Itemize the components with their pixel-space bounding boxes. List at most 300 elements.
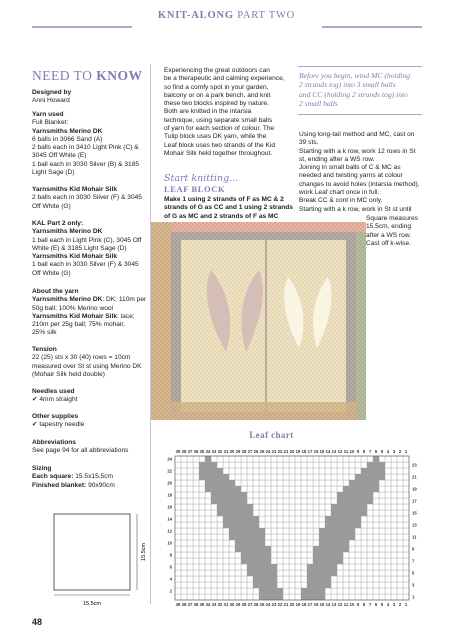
chart-cell-cc bbox=[259, 540, 265, 546]
leaf-block-title: LEAF BLOCK bbox=[164, 184, 226, 194]
chart-col-label-top: 38 bbox=[181, 449, 187, 454]
chart-col-label-bottom: 6 bbox=[374, 602, 378, 607]
chart-cell-mc bbox=[349, 570, 355, 576]
chart-cell-cc bbox=[271, 594, 277, 600]
chart-cell-mc bbox=[259, 462, 265, 468]
chart-cell-mc bbox=[289, 516, 295, 522]
chart-cell-mc bbox=[307, 558, 313, 564]
chart-cell-mc bbox=[391, 468, 397, 474]
chart-cell-mc bbox=[265, 534, 271, 540]
chart-cell-mc bbox=[331, 474, 337, 480]
chart-cell-mc bbox=[247, 492, 253, 498]
chart-cell-mc bbox=[253, 498, 259, 504]
chart-cell-mc bbox=[319, 498, 325, 504]
chart-cell-mc bbox=[403, 546, 409, 552]
chart-cell-mc bbox=[199, 564, 205, 570]
chart-cell-mc bbox=[307, 546, 313, 552]
chart-col-label-top: 19 bbox=[295, 449, 301, 454]
chart-cell-mc bbox=[319, 522, 325, 528]
chart-row-label-left: 18 bbox=[167, 492, 172, 498]
chart-cell-mc bbox=[319, 492, 325, 498]
chart-cell-mc bbox=[397, 564, 403, 570]
chart-cell-mc bbox=[361, 456, 367, 462]
chart-cell-cc bbox=[253, 540, 259, 546]
chart-cell-mc bbox=[199, 528, 205, 534]
yarn2-block bbox=[32, 186, 150, 211]
chart-cell-mc bbox=[367, 570, 373, 576]
chart-cell-mc bbox=[205, 510, 211, 516]
chart-cell-mc bbox=[223, 564, 229, 570]
chart-cell-mc bbox=[337, 564, 343, 570]
chart-cell-mc bbox=[241, 480, 247, 486]
chart-cell-mc bbox=[373, 510, 379, 516]
chart-cell-mc bbox=[373, 528, 379, 534]
chart-cell-mc bbox=[187, 540, 193, 546]
chart-cell-mc bbox=[355, 540, 361, 546]
about-yarn1: Yarnsmiths Merino DK bbox=[32, 296, 103, 304]
kal-yarn2: Yarnsmiths Kid Mohair Silk bbox=[32, 253, 118, 261]
kal-yarn2-line: Off White (G) bbox=[32, 269, 71, 277]
chart-cell-mc bbox=[265, 498, 271, 504]
chart-cell-cc bbox=[301, 594, 307, 600]
chart-cell-mc bbox=[295, 474, 301, 480]
chart-cell-mc bbox=[253, 462, 259, 468]
chart-row-label-left: 8 bbox=[169, 552, 172, 558]
chart-cell-cc bbox=[259, 528, 265, 534]
chart-cell-mc bbox=[283, 576, 289, 582]
chart-title: Leaf chart bbox=[249, 430, 294, 440]
chart-cell-cc bbox=[247, 552, 253, 558]
chart-cell-cc bbox=[349, 492, 355, 498]
chart-cell-mc bbox=[199, 570, 205, 576]
chart-cell-mc bbox=[283, 564, 289, 570]
chart-cell-mc bbox=[307, 498, 313, 504]
chart-cell-mc bbox=[355, 546, 361, 552]
chart-cell-cc bbox=[337, 546, 343, 552]
chart-cell-mc bbox=[301, 564, 307, 570]
chart-cell-mc bbox=[331, 588, 337, 594]
yarn1-line: Light Sage (D) bbox=[32, 169, 75, 177]
each-square-value: 15.5x15.5cm bbox=[75, 473, 114, 481]
chart-cell-mc bbox=[199, 516, 205, 522]
chart-cell-mc bbox=[217, 516, 223, 522]
chart-cell-mc bbox=[379, 504, 385, 510]
chart-cell-mc bbox=[367, 504, 373, 510]
chart-cell-cc bbox=[367, 468, 373, 474]
chart-cell-mc bbox=[391, 558, 397, 564]
chart-cell-mc bbox=[271, 510, 277, 516]
about-line: 50g ball; 100% Merino wool bbox=[32, 304, 114, 312]
chart-cell-mc bbox=[181, 522, 187, 528]
chart-cell-mc bbox=[259, 492, 265, 498]
chart-cell-mc bbox=[289, 594, 295, 600]
chart-cell-cc bbox=[217, 486, 223, 492]
chart-cell-mc bbox=[397, 558, 403, 564]
chart-col-label-bottom: 10 bbox=[349, 602, 355, 607]
chart-cell-mc bbox=[307, 552, 313, 558]
chart-cell-mc bbox=[289, 474, 295, 480]
chart-cell-mc bbox=[277, 456, 283, 462]
chart-cell-cc bbox=[355, 498, 361, 504]
chart-cell-mc bbox=[319, 504, 325, 510]
chart-row-label-right: 13 bbox=[412, 522, 417, 528]
chart-cell-cc bbox=[367, 498, 373, 504]
chart-cell-cc bbox=[319, 588, 325, 594]
chart-cell-mc bbox=[187, 474, 193, 480]
chart-cell-mc bbox=[175, 456, 181, 462]
chart-cell-cc bbox=[277, 594, 283, 600]
chart-cell-cc bbox=[253, 570, 259, 576]
schematic-height-label: 15.5cm bbox=[141, 542, 147, 562]
chart-cell-mc bbox=[199, 582, 205, 588]
chart-cell-mc bbox=[283, 528, 289, 534]
chart-col-label-top: 36 bbox=[193, 449, 199, 454]
chart-cell-mc bbox=[277, 498, 283, 504]
chart-cell-cc bbox=[361, 486, 367, 492]
chart-cell-mc bbox=[271, 522, 277, 528]
about-line: 210m per 25g ball; 75% mohair, bbox=[32, 321, 126, 329]
finished-value: 90x90cm bbox=[88, 481, 115, 489]
callout-rule-bottom bbox=[298, 114, 422, 115]
chart-cell-cc bbox=[217, 474, 223, 480]
chart-cell-mc bbox=[295, 480, 301, 486]
chart-cell-mc bbox=[397, 582, 403, 588]
chart-col-label-top: 10 bbox=[349, 449, 355, 454]
chart-cell-mc bbox=[301, 570, 307, 576]
section-header bbox=[0, 10, 453, 21]
chart-cell-mc bbox=[193, 570, 199, 576]
chart-cell-mc bbox=[187, 570, 193, 576]
chart-cell-mc bbox=[349, 456, 355, 462]
chart-row-label-right: 15 bbox=[412, 510, 417, 516]
chart-cell-mc bbox=[205, 522, 211, 528]
chart-cell-mc bbox=[403, 582, 409, 588]
chart-cell-mc bbox=[229, 474, 235, 480]
chart-cell-cc bbox=[271, 576, 277, 582]
sizing-block bbox=[32, 465, 150, 490]
chart-cell-mc bbox=[355, 534, 361, 540]
yarn2-line: 2 balls each in 3030 Silver (F) & 3045 bbox=[32, 194, 142, 202]
chart-cell-mc bbox=[175, 546, 181, 552]
chart-cell-mc bbox=[277, 492, 283, 498]
chart-cell-mc bbox=[175, 516, 181, 522]
chart-cell-cc bbox=[337, 528, 343, 534]
yarn-used-label: Yarn used bbox=[32, 111, 64, 118]
chart-cell-mc bbox=[289, 546, 295, 552]
chart-cell-cc bbox=[343, 522, 349, 528]
chart-cell-mc bbox=[217, 534, 223, 540]
chart-cell-mc bbox=[277, 540, 283, 546]
chart-cell-cc bbox=[229, 516, 235, 522]
chart-cell-cc bbox=[265, 576, 271, 582]
chart-col-label-bottom: 30 bbox=[229, 602, 235, 607]
chart-cell-cc bbox=[355, 516, 361, 522]
chart-cell-mc bbox=[211, 546, 217, 552]
chart-cell-cc bbox=[373, 480, 379, 486]
chart-cell-cc bbox=[271, 564, 277, 570]
chart-cell-mc bbox=[241, 582, 247, 588]
chart-cell-mc bbox=[289, 540, 295, 546]
chart-cell-mc bbox=[235, 570, 241, 576]
chart-cell-mc bbox=[295, 510, 301, 516]
chart-cell-mc bbox=[181, 576, 187, 582]
chart-cell-mc bbox=[325, 594, 331, 600]
chart-cell-cc bbox=[241, 552, 247, 558]
chart-cell-mc bbox=[205, 534, 211, 540]
chart-cell-cc bbox=[235, 504, 241, 510]
chart-cell-mc bbox=[361, 582, 367, 588]
chart-cell-cc bbox=[337, 492, 343, 498]
chart-cell-mc bbox=[313, 540, 319, 546]
chart-cell-cc bbox=[313, 582, 319, 588]
chart-cell-mc bbox=[181, 462, 187, 468]
chart-col-label-bottom: 19 bbox=[295, 602, 301, 607]
chart-cell-mc bbox=[193, 492, 199, 498]
chart-cell-mc bbox=[193, 462, 199, 468]
chart-cell-cc bbox=[241, 546, 247, 552]
chart-cell-cc bbox=[355, 480, 361, 486]
chart-cell-mc bbox=[325, 504, 331, 510]
chart-cell-mc bbox=[217, 588, 223, 594]
chart-cell-mc bbox=[379, 552, 385, 558]
chart-cell-mc bbox=[217, 528, 223, 534]
chart-cell-mc bbox=[193, 546, 199, 552]
chart-col-label-top: 29 bbox=[235, 449, 241, 454]
chart-cell-cc bbox=[253, 534, 259, 540]
chart-cell-mc bbox=[319, 480, 325, 486]
chart-cell-mc bbox=[265, 522, 271, 528]
chart-cell-mc bbox=[175, 492, 181, 498]
chart-cell-cc bbox=[241, 504, 247, 510]
chart-cell-cc bbox=[319, 552, 325, 558]
chart-cell-mc bbox=[397, 588, 403, 594]
chart-cell-mc bbox=[373, 588, 379, 594]
chart-cell-mc bbox=[277, 570, 283, 576]
chart-row-label-left: 14 bbox=[167, 516, 172, 522]
chart-cell-cc bbox=[223, 516, 229, 522]
chart-cell-mc bbox=[229, 588, 235, 594]
chart-cell-mc bbox=[295, 552, 301, 558]
chart-cell-mc bbox=[397, 504, 403, 510]
chart-cell-mc bbox=[397, 510, 403, 516]
chart-cell-mc bbox=[325, 462, 331, 468]
chart-col-label-top: 33 bbox=[211, 449, 217, 454]
chart-cell-cc bbox=[235, 516, 241, 522]
chart-cell-cc bbox=[355, 504, 361, 510]
chart-cell-mc bbox=[403, 576, 409, 582]
chart-cell-mc bbox=[241, 594, 247, 600]
chart-cell-mc bbox=[187, 468, 193, 474]
chart-cell-mc bbox=[211, 516, 217, 522]
chart-cell-mc bbox=[355, 462, 361, 468]
chart-cell-mc bbox=[217, 456, 223, 462]
chart-col-label-top: 15 bbox=[319, 449, 325, 454]
chart-cell-mc bbox=[283, 504, 289, 510]
chart-cell-mc bbox=[295, 588, 301, 594]
chart-cell-mc bbox=[259, 480, 265, 486]
chart-cell-mc bbox=[295, 462, 301, 468]
chart-cell-mc bbox=[379, 546, 385, 552]
intro-line: Leaf block uses two strands of the Kid bbox=[164, 141, 276, 149]
chart-cell-mc bbox=[265, 462, 271, 468]
chart-cell-mc bbox=[349, 474, 355, 480]
chart-cell-mc bbox=[403, 534, 409, 540]
chart-cell-mc bbox=[343, 468, 349, 474]
chart-cell-mc bbox=[403, 462, 409, 468]
left-edge-stripes bbox=[151, 222, 171, 420]
chart-cell-mc bbox=[355, 570, 361, 576]
chart-cell-mc bbox=[187, 480, 193, 486]
chart-col-label-top: 6 bbox=[374, 449, 378, 454]
chart-cell-cc bbox=[313, 558, 319, 564]
chart-cell-mc bbox=[349, 588, 355, 594]
chart-cell-mc bbox=[361, 528, 367, 534]
chart-cell-mc bbox=[247, 462, 253, 468]
chart-cell-mc bbox=[205, 552, 211, 558]
chart-cell-cc bbox=[331, 516, 337, 522]
chart-cell-mc bbox=[403, 456, 409, 462]
chart-cell-mc bbox=[205, 492, 211, 498]
finished-label: Finished blanket: bbox=[32, 481, 87, 489]
chart-row-label-right: 5 bbox=[412, 570, 415, 576]
chart-cell-mc bbox=[283, 552, 289, 558]
yarn1-line: 2 balls each in 3410 Light Pink (C) & bbox=[32, 144, 139, 152]
chart-cell-cc bbox=[253, 564, 259, 570]
chart-cell-mc bbox=[283, 480, 289, 486]
chart-col-label-top: 37 bbox=[187, 449, 193, 454]
chart-cell-mc bbox=[199, 504, 205, 510]
chart-row-label-right: 1 bbox=[412, 594, 415, 600]
chart-cell-mc bbox=[211, 522, 217, 528]
about-line: 25% silk bbox=[32, 329, 57, 337]
chart-cell-mc bbox=[265, 510, 271, 516]
yarn1-line: 1 ball each in 3030 Silver (B) & 3185 bbox=[32, 160, 140, 168]
chart-cell-mc bbox=[289, 552, 295, 558]
chart-cell-mc bbox=[367, 522, 373, 528]
chart-cell-cc bbox=[355, 474, 361, 480]
chart-cell-mc bbox=[241, 456, 247, 462]
chart-row-label-right: 21 bbox=[412, 474, 417, 480]
chart-cell-mc bbox=[379, 558, 385, 564]
chart-cell-mc bbox=[241, 570, 247, 576]
chart-cell-cc bbox=[265, 558, 271, 564]
chart-cell-cc bbox=[355, 492, 361, 498]
chart-col-label-bottom: 32 bbox=[217, 602, 223, 607]
chart-cell-mc bbox=[175, 522, 181, 528]
pattern-line: Starting with a k row, work 12 rows in St bbox=[299, 147, 416, 155]
right-border bbox=[356, 232, 366, 420]
chart-cell-cc bbox=[253, 582, 259, 588]
chart-cell-cc bbox=[259, 576, 265, 582]
chart-cell-mc bbox=[217, 570, 223, 576]
chart-cell-mc bbox=[343, 576, 349, 582]
chart-cell-mc bbox=[391, 486, 397, 492]
chart-cell-mc bbox=[343, 564, 349, 570]
chart-cell-mc bbox=[373, 540, 379, 546]
chart-cell-cc bbox=[253, 516, 259, 522]
chart-col-label-top: 20 bbox=[289, 449, 295, 454]
chart-cell-mc bbox=[283, 540, 289, 546]
chart-cell-cc bbox=[325, 522, 331, 528]
header-series: KNIT-ALONG bbox=[157, 10, 234, 21]
chart-cell-mc bbox=[277, 558, 283, 564]
chart-cell-mc bbox=[313, 474, 319, 480]
chart-cell-mc bbox=[301, 516, 307, 522]
header-part: PART TWO bbox=[237, 10, 296, 21]
chart-cell-mc bbox=[367, 540, 373, 546]
chart-cell-cc bbox=[331, 558, 337, 564]
chart-cell-cc bbox=[331, 510, 337, 516]
chart-col-label-bottom: 29 bbox=[235, 602, 241, 607]
chart-cell-mc bbox=[307, 528, 313, 534]
pattern-line: needed and twisting yarns at colour bbox=[299, 172, 403, 180]
chart-cell-mc bbox=[271, 468, 277, 474]
chart-cell-mc bbox=[229, 456, 235, 462]
chart-cell-mc bbox=[181, 570, 187, 576]
chart-cell-mc bbox=[325, 486, 331, 492]
chart-cell-mc bbox=[301, 528, 307, 534]
designed-by-label: Designed by bbox=[32, 89, 72, 96]
chart-cell-cc bbox=[253, 546, 259, 552]
chart-cell-mc bbox=[385, 474, 391, 480]
intro-line: Mohair Silk held together throughout. bbox=[164, 149, 273, 157]
chart-cell-mc bbox=[367, 510, 373, 516]
chart-cell-mc bbox=[385, 546, 391, 552]
chart-cell-mc bbox=[229, 564, 235, 570]
chart-cell-mc bbox=[187, 498, 193, 504]
chart-cell-mc bbox=[391, 564, 397, 570]
chart-cell-mc bbox=[373, 534, 379, 540]
chart-cell-mc bbox=[391, 570, 397, 576]
tension-line: (Mohair Silk held double) bbox=[32, 370, 105, 378]
chart-cell-mc bbox=[205, 564, 211, 570]
chart-cell-mc bbox=[379, 570, 385, 576]
chart-cell-cc bbox=[259, 558, 265, 564]
chart-col-label-top: 4 bbox=[386, 449, 390, 454]
chart-cell-mc bbox=[181, 558, 187, 564]
chart-cell-mc bbox=[235, 456, 241, 462]
chart-cell-mc bbox=[367, 516, 373, 522]
chart-cell-cc bbox=[247, 570, 253, 576]
chart-cell-mc bbox=[193, 534, 199, 540]
chart-cell-mc bbox=[283, 462, 289, 468]
chart-cell-mc bbox=[181, 540, 187, 546]
chart-col-label-top: 26 bbox=[253, 449, 259, 454]
chart-cell-mc bbox=[283, 588, 289, 594]
chart-cell-mc bbox=[289, 558, 295, 564]
chart-cell-mc bbox=[277, 564, 283, 570]
chart-cell-cc bbox=[307, 570, 313, 576]
chart-cell-cc bbox=[337, 540, 343, 546]
chart-cell-cc bbox=[355, 522, 361, 528]
chart-cell-mc bbox=[259, 498, 265, 504]
chart-cell-mc bbox=[205, 546, 211, 552]
chart-cell-mc bbox=[403, 528, 409, 534]
about-yarn-block bbox=[32, 288, 150, 338]
chart-cell-cc bbox=[373, 474, 379, 480]
chart-cell-mc bbox=[199, 594, 205, 600]
chart-cell-cc bbox=[349, 498, 355, 504]
chart-cell-mc bbox=[379, 522, 385, 528]
chart-cell-mc bbox=[205, 576, 211, 582]
chart-cell-mc bbox=[241, 588, 247, 594]
chart-cell-mc bbox=[235, 564, 241, 570]
chart-cell-mc bbox=[265, 492, 271, 498]
chart-cell-cc bbox=[373, 462, 379, 468]
chart-cell-cc bbox=[349, 516, 355, 522]
chart-cell-mc bbox=[295, 594, 301, 600]
chart-col-label-bottom: 37 bbox=[187, 602, 193, 607]
